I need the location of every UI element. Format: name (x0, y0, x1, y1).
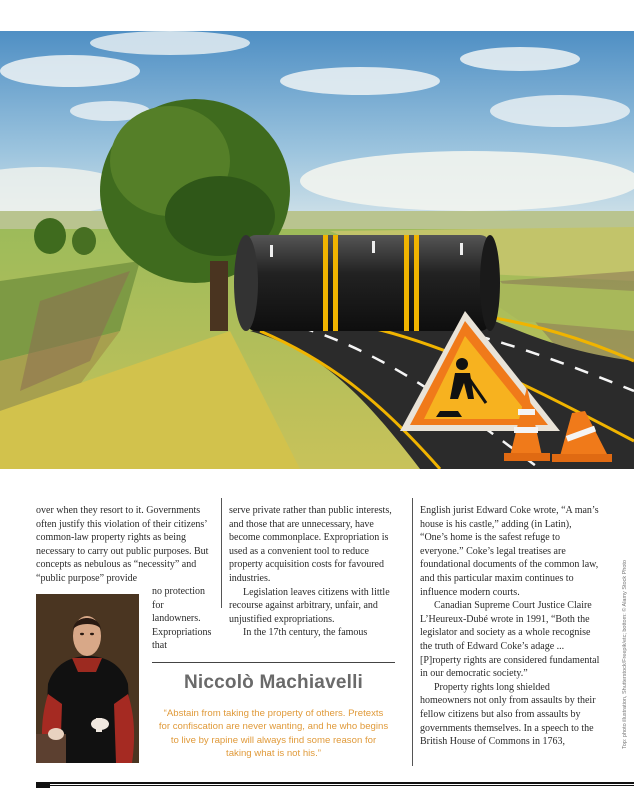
article-column-1 (36, 504, 211, 586)
hero-illustration (0, 31, 634, 469)
footer-rule-line (50, 782, 634, 784)
column-divider (221, 498, 222, 608)
article-paragraph: Legislation leaves citizens with little recourse against arbitrary, unfair, and unjustified expropriations. (229, 586, 390, 625)
column-divider (412, 498, 413, 766)
pullquote-text: “Abstain from taking the property of others. Pretexts for confiscation are never wanting, and he who begins to live by rapine will always find some reason for taking what is not his.” (158, 708, 389, 760)
article-column-1-wrap (152, 585, 214, 653)
portrait-image (36, 594, 139, 763)
article-paragraph: over when they resort to it. Governments often justify this violation of their citizens’ common-law property rights as being necessary to carry out public purposes. But concepts as nebulous as “necessity” and “public purpose” provide (36, 505, 209, 584)
article-paragraph: English jurist Edward Coke wrote, “A man’s house is his castle,” adding (in Latin), “One’s home is the safest refuge to everyone.” Coke’s legal treatises are foundational documents of the common law, and this particular maxim continues to influence modern courts. (420, 505, 599, 598)
footer-rule-line (50, 785, 634, 786)
page-footer-rule (36, 780, 634, 787)
pullquote-rule (152, 662, 395, 663)
article-column-2 (229, 504, 401, 640)
article-paragraph: no protection for landowners. Expropriations that (152, 586, 212, 652)
pullquote-name: Niccolò Machiavelli (183, 672, 364, 693)
article-paragraph: serve private rather than public interests, and those that are unnecessary, have become commonplace. Expropriation is used as a convenient tool to reduce property acquisition costs for favoured industries. (229, 505, 392, 584)
footer-rule-block (36, 782, 50, 788)
machiavelli-portrait (36, 594, 139, 763)
road-roll-illustration (0, 31, 634, 469)
article-column-3 (420, 504, 600, 749)
article-paragraph: Canadian Supreme Court Justice Claire L’Heureux-Dubé wrote in 1991, “Both the legislator and society as a whole recognise the truth of Edward Coke’s adage ... [P]roperty rights are considered fundamental in our democratic society.” (420, 600, 600, 680)
article-paragraph: Property rights long shielded homeowners not only from assaults by their fellow citizens but also from assaults by governments themselves. In a speech to the British House of Commons in 1763, (420, 681, 596, 748)
photo-credit: Top: photo illustration, Shutterstock/Freepik/etc; bottom: © Alamy Stock Photo (622, 560, 628, 750)
article-paragraph: In the 17th century, the famous (243, 627, 368, 639)
